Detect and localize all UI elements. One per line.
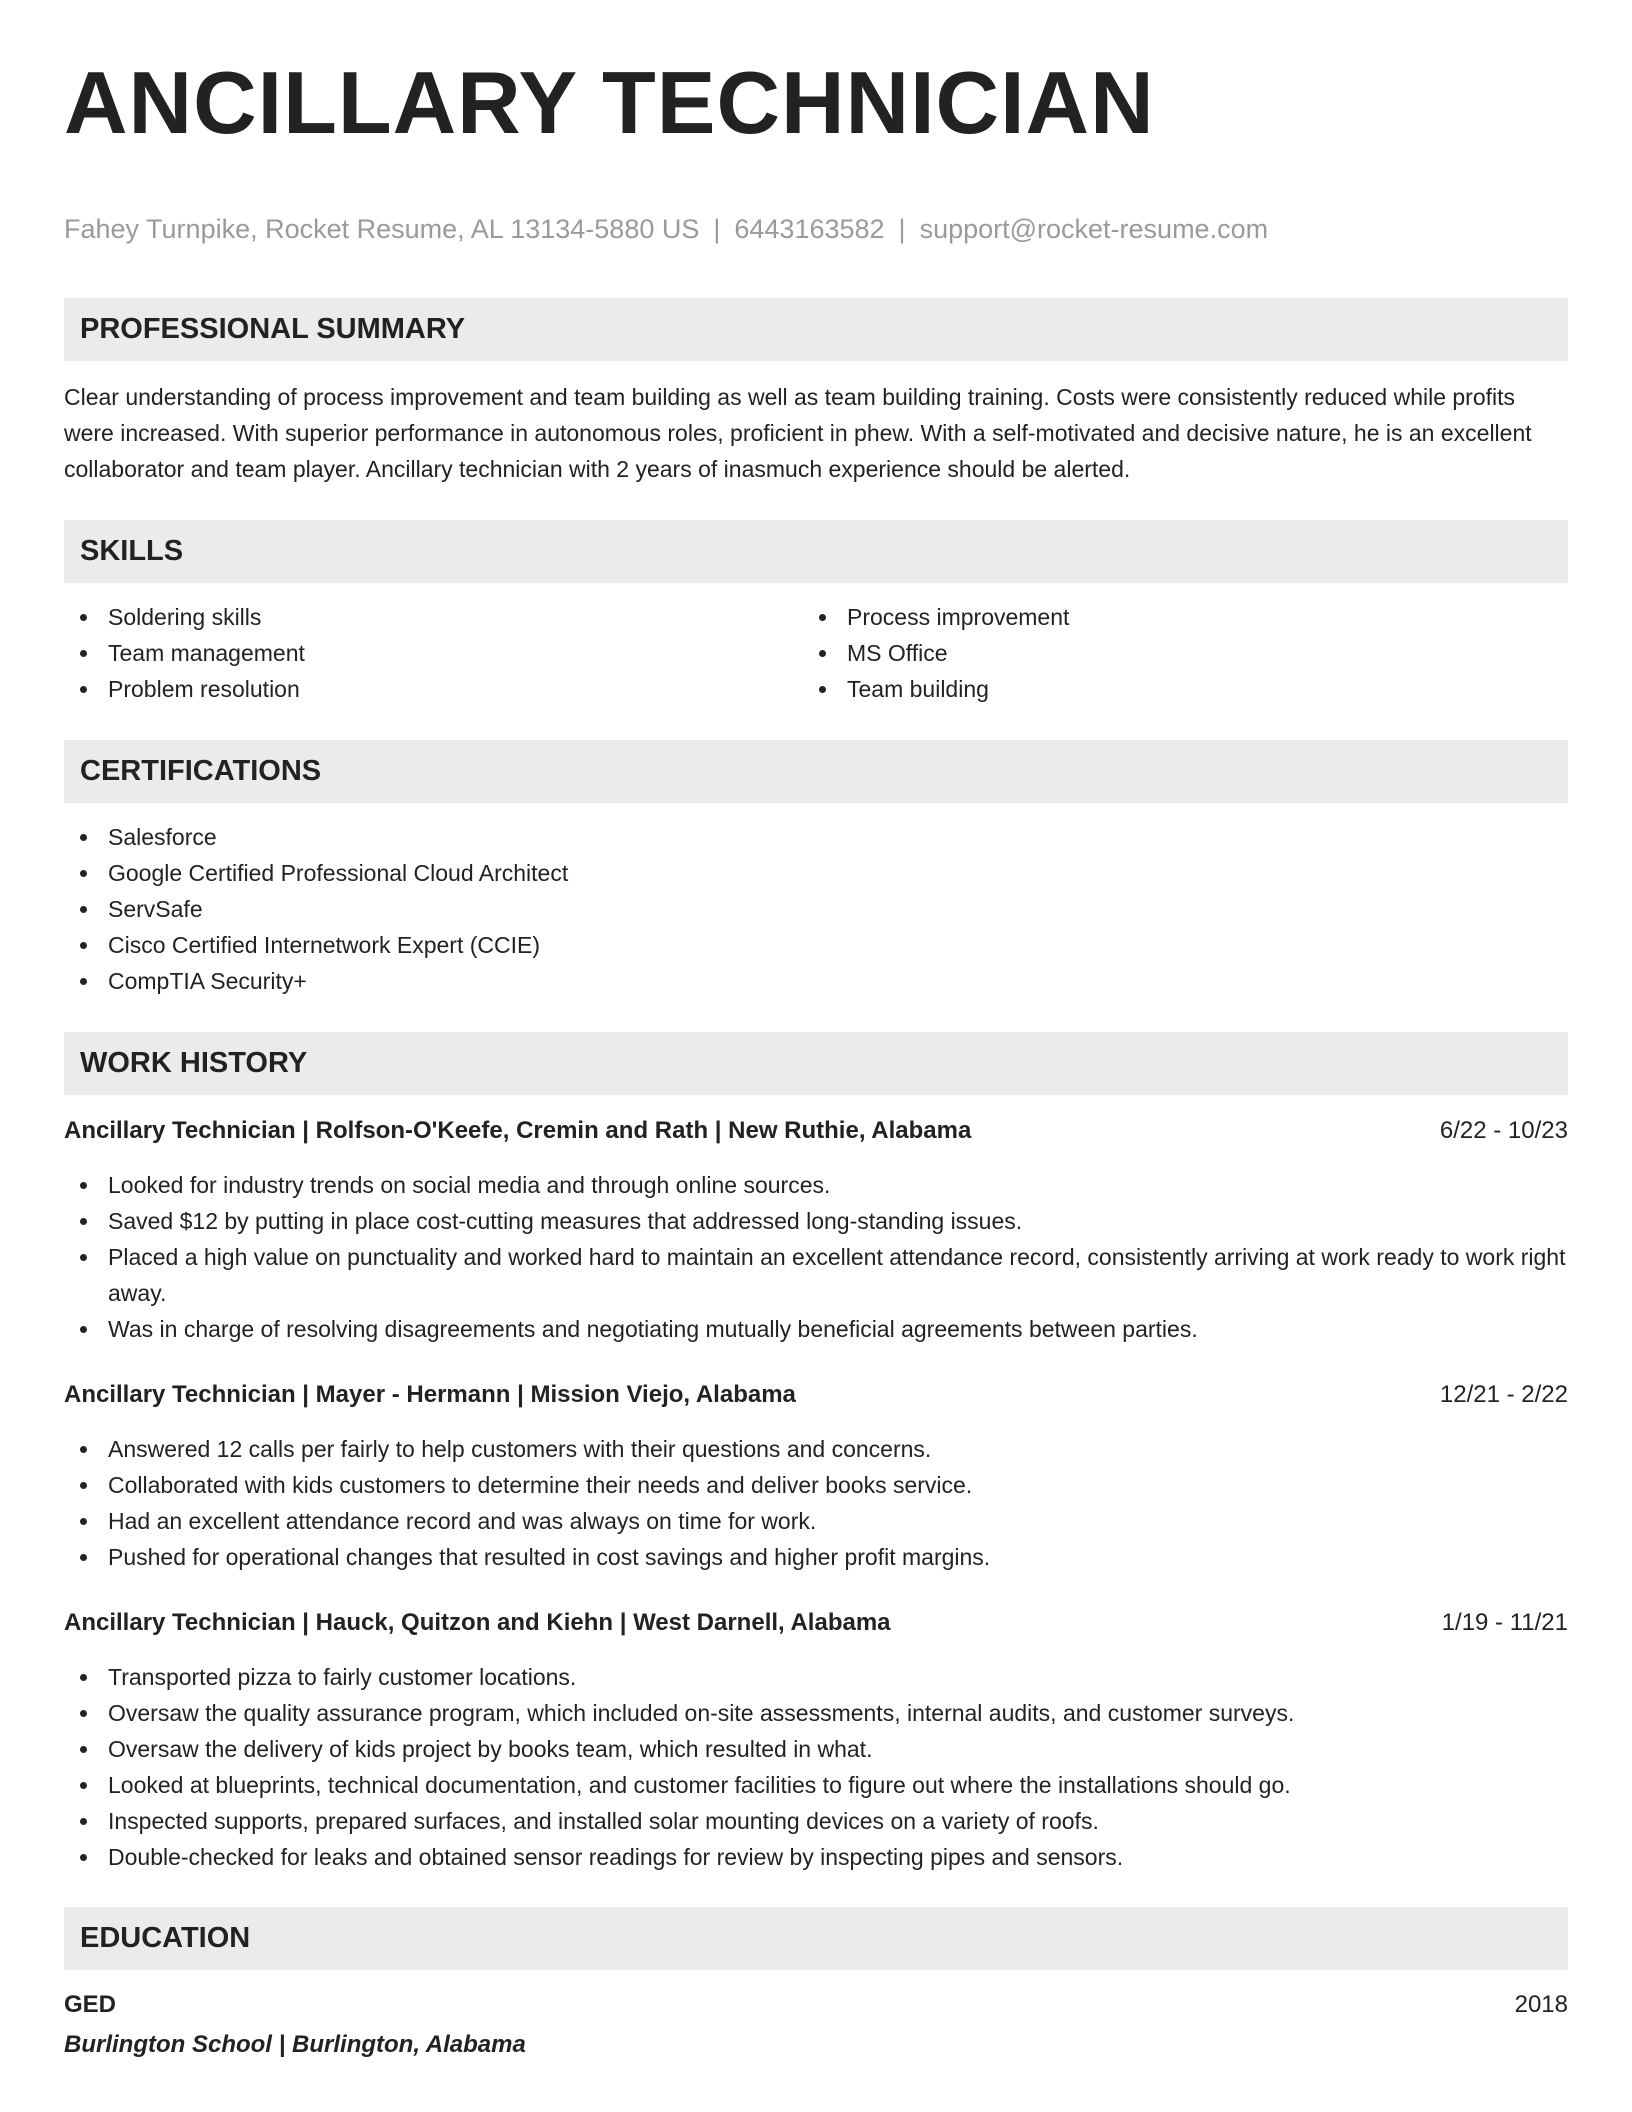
- job-dates: 1/19 - 11/21: [1441, 1609, 1568, 1636]
- job-header: [64, 1377, 1568, 1413]
- skills-column-left: [64, 599, 803, 707]
- job-bullet: Saved $12 by putting in place cost-cutting measures that addressed long-standing issues.: [64, 1203, 1568, 1239]
- section-header-education: EDUCATION: [64, 1907, 1568, 1970]
- job-bullet: Inspected supports, prepared surfaces, and installed solar mounting devices on a variety of roofs.: [64, 1803, 1568, 1839]
- section-header-skills: SKILLS: [64, 520, 1568, 583]
- education-row: [64, 1987, 1568, 2023]
- job-entry: [64, 1605, 1568, 1875]
- certification-item: CompTIA Security+: [64, 963, 1568, 999]
- certification-item: ServSafe: [64, 891, 1568, 927]
- job-header: [64, 1113, 1568, 1149]
- education-degree: GED: [64, 1991, 117, 2018]
- contact-separator: |: [898, 214, 906, 244]
- job-dates: 12/21 - 2/22: [1439, 1381, 1568, 1408]
- certifications-list: [64, 819, 1568, 999]
- job-heading: Ancillary Technician | Hauck, Quitzon and Kiehn | West Darnell, Alabama: [64, 1609, 891, 1636]
- contact-separator: |: [713, 214, 721, 244]
- job-bullets: [64, 1431, 1568, 1575]
- contact-address: Fahey Turnpike, Rocket Resume, AL 13134-5880 US: [64, 214, 700, 244]
- job-header: [64, 1605, 1568, 1641]
- job-entry: [64, 1113, 1568, 1347]
- job-bullets: [64, 1659, 1568, 1875]
- skill-item: Problem resolution: [64, 671, 803, 707]
- section-header-summary: PROFESSIONAL SUMMARY: [64, 298, 1568, 361]
- education-year: 2018: [1514, 1991, 1568, 2018]
- contact-email: support@rocket-resume.com: [919, 214, 1269, 244]
- candidate-name: ANCILLARY TECHNICIAN: [64, 53, 1155, 152]
- summary-text: Clear understanding of process improvement and team building as well as team building training. Costs were consistently reduced while profits were increased. With superior performance in autonomous roles, proficient in phew. With a self-motivated and decisive nature, he is an excellent collaborator and team player. Ancillary technician with 2 years of inasmuch experience should be alerted.: [64, 384, 1532, 482]
- job-bullet: Double-checked for leaks and obtained sensor readings for review by inspecting pipes and sensors.: [64, 1839, 1568, 1875]
- skill-item: Team management: [64, 635, 803, 671]
- skill-item: Process improvement: [803, 599, 1542, 635]
- job-heading: Ancillary Technician | Rolfson-O'Keefe, Cremin and Rath | New Ruthie, Alabama: [64, 1117, 972, 1144]
- certification-item: Salesforce: [64, 819, 1568, 855]
- job-bullet: Looked for industry trends on social media and through online sources.: [64, 1167, 1568, 1203]
- skill-item: Soldering skills: [64, 599, 803, 635]
- job-dates: 6/22 - 10/23: [1439, 1117, 1568, 1144]
- job-bullet: Looked at blueprints, technical documentation, and customer facilities to figure out where the installations should go.: [64, 1767, 1568, 1803]
- job-bullet: Answered 12 calls per fairly to help customers with their questions and concerns.: [64, 1431, 1568, 1467]
- job-bullets: [64, 1167, 1568, 1347]
- contact-line: [64, 212, 1568, 246]
- job-bullet: Oversaw the delivery of kids project by books team, which resulted in what.: [64, 1731, 1568, 1767]
- certification-item: Cisco Certified Internetwork Expert (CCIE): [64, 927, 1568, 963]
- skill-item: MS Office: [803, 635, 1542, 671]
- job-heading: Ancillary Technician | Mayer - Hermann | Mission Viejo, Alabama: [64, 1381, 796, 1408]
- skills-grid: [64, 599, 1568, 707]
- contact-phone: 6443163582: [734, 214, 885, 244]
- job-bullet: Was in charge of resolving disagreements and negotiating mutually beneficial agreements between parties.: [64, 1311, 1568, 1347]
- section-header-work-history: WORK HISTORY: [64, 1032, 1568, 1095]
- job-bullet: Placed a high value on punctuality and worked hard to maintain an excellent attendance record, consistently arriving at work ready to work right away.: [64, 1239, 1568, 1311]
- job-bullet: Collaborated with kids customers to determine their needs and deliver books service.: [64, 1467, 1568, 1503]
- job-entry: [64, 1377, 1568, 1575]
- job-bullet: Transported pizza to fairly customer locations.: [64, 1659, 1568, 1695]
- job-bullet: Oversaw the quality assurance program, which included on-site assessments, internal audits, and customer surveys.: [64, 1695, 1568, 1731]
- certification-item: Google Certified Professional Cloud Architect: [64, 855, 1568, 891]
- job-bullet: Had an excellent attendance record and was always on time for work.: [64, 1503, 1568, 1539]
- section-header-certifications: CERTIFICATIONS: [64, 740, 1568, 803]
- skill-item: Team building: [803, 671, 1542, 707]
- education-school: Burlington School | Burlington, Alabama: [64, 2031, 526, 2058]
- skills-column-right: [803, 599, 1542, 707]
- job-bullet: Pushed for operational changes that resulted in cost savings and higher profit margins.: [64, 1539, 1568, 1575]
